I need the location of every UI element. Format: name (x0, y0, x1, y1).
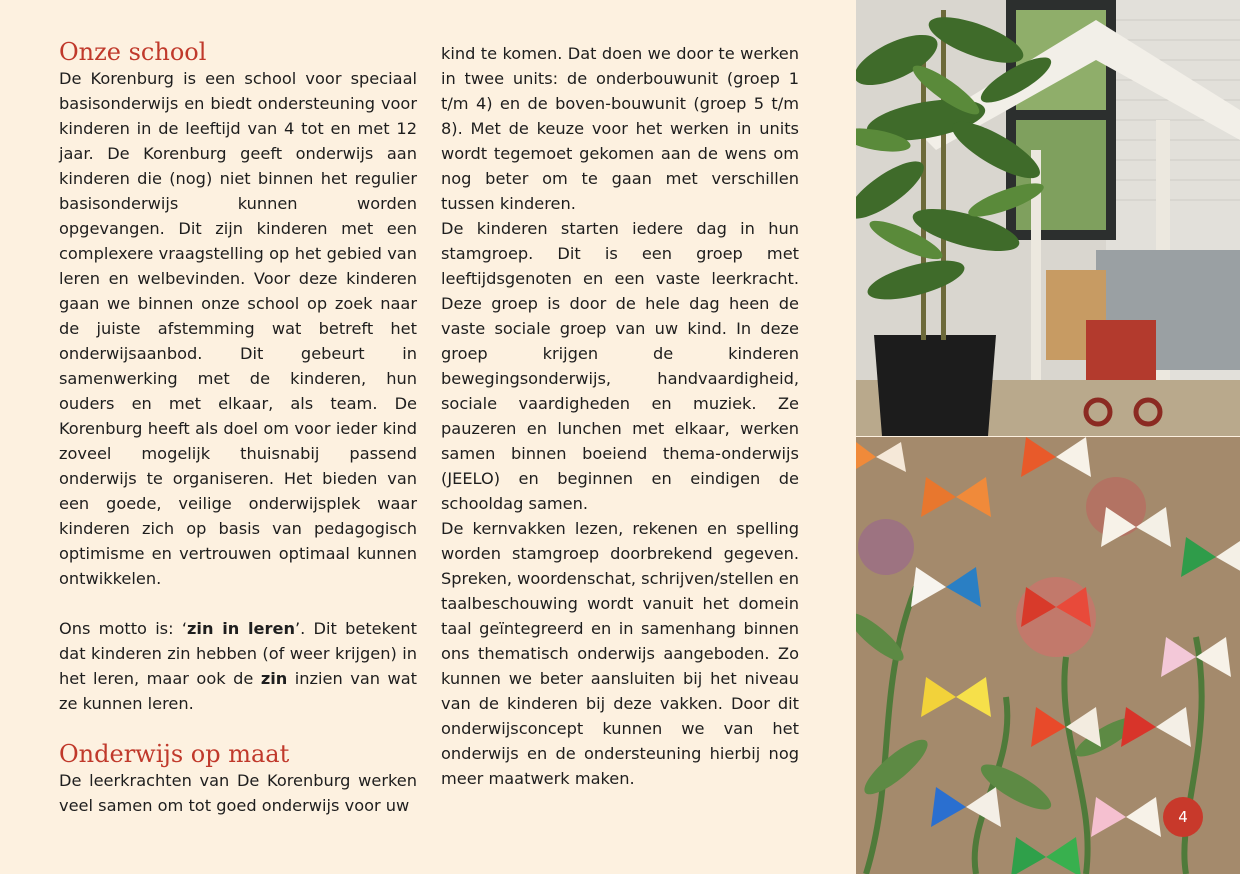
page-number-badge: 4 (1163, 797, 1203, 837)
paragraph-kernvakken: De kernvakken lezen, rekenen en spelling worden stamgroep doorbrekend gegeven. Spreken, woordenschat, schrijven/stellen en taalbeschouwing wordt vanuit het domein taal geïntegreerd en in samenhang binnen ons thematisch onderwijs aangeboden. Zo kunnen we beter aansluiten bij het niveau van de kinderen bij deze vakken. Door dit onderwijsconcept kunnen we van het onderwijs en de ondersteuning hierbij nog meer maatwerk maken. (441, 519, 799, 788)
paragraph-onze-school: De Korenburg is een school voor speciaal basisonderwijs en biedt ondersteuning voor kinderen in de leeftijd van 4 tot en met 12 jaar. De Korenburg geeft onderwijs aan kinderen die (nog) niet binnen het regulier basisonderwijs kunnen worden opgevangen. Dit zijn kinderen met een complexere vraagstelling op het gebied van leren en welbevinden. Voor deze kinderen gaan we binnen onze school op zoek naar de juiste afstemming wat betreft het onderwijsaanbod. Dit gebeurt in samenwerking met de kinderen, hun ouders en met elkaar, als team. De Korenburg heeft als doel om voor ieder kind zoveel mogelijk thuisnabij passend onderwijs te organiseren. Het bieden van een goede, veilige onderwijsplek waar kinderen zich op basis van pedagogisch optimisme en vertrouwen optimaal kunnen ontwikkelen. (59, 69, 417, 588)
motto-after: ’. Dit betekent dat kinderen zin hebben (of weer krijgen) in het leren, maar ook de (59, 619, 418, 688)
motto-end: inzien van wat ze kunnen leren. (59, 669, 418, 713)
classroom-photo (856, 0, 1240, 436)
paragraph-units: kind te komen. Dat doen we door te werken in twee units: de onderbouwunit (groep 1 t/m 4) en de boven-bouwunit (groep 5 t/m 8). Met de keuze voor het werken in units wordt tegemoet gekomen aan de wens om nog beter om te gaan met verschillen tussen kinderen. (441, 44, 799, 213)
paragraph-motto (59, 616, 417, 716)
left-column (59, 38, 417, 818)
motto-bold-zin: zin (260, 669, 288, 688)
paragraph-stamgroep: De kinderen starten iedere dag in hun stamgroep. Dit is een groep met leeftijdsgenoten en een vaste leerkracht. Deze groep is door de hele dag heen de vaste sociale groep van uw kind. In deze groep krijgen de kinderen bewegingsonderwijs, handvaardigheid, sociale vaardigheden en muziek. Ze pauzeren en lunchen met elkaar, werken samen binnen boeiend thema-onderwijs (JEELO) en beginnen en eindigen de schooldag samen. (441, 219, 799, 513)
paragraph-onderwijs-left: De leerkrachten van De Korenburg werken veel samen om tot goed onderwijs voor uw (59, 771, 417, 815)
motto-intro: Ons motto is: ‘ (59, 619, 187, 638)
right-column (441, 41, 799, 791)
heading-onderwijs-op-maat: Onderwijs op maat (59, 740, 290, 768)
motto-bold: zin in leren (186, 619, 296, 638)
heading-onze-school: Onze school (59, 38, 207, 66)
